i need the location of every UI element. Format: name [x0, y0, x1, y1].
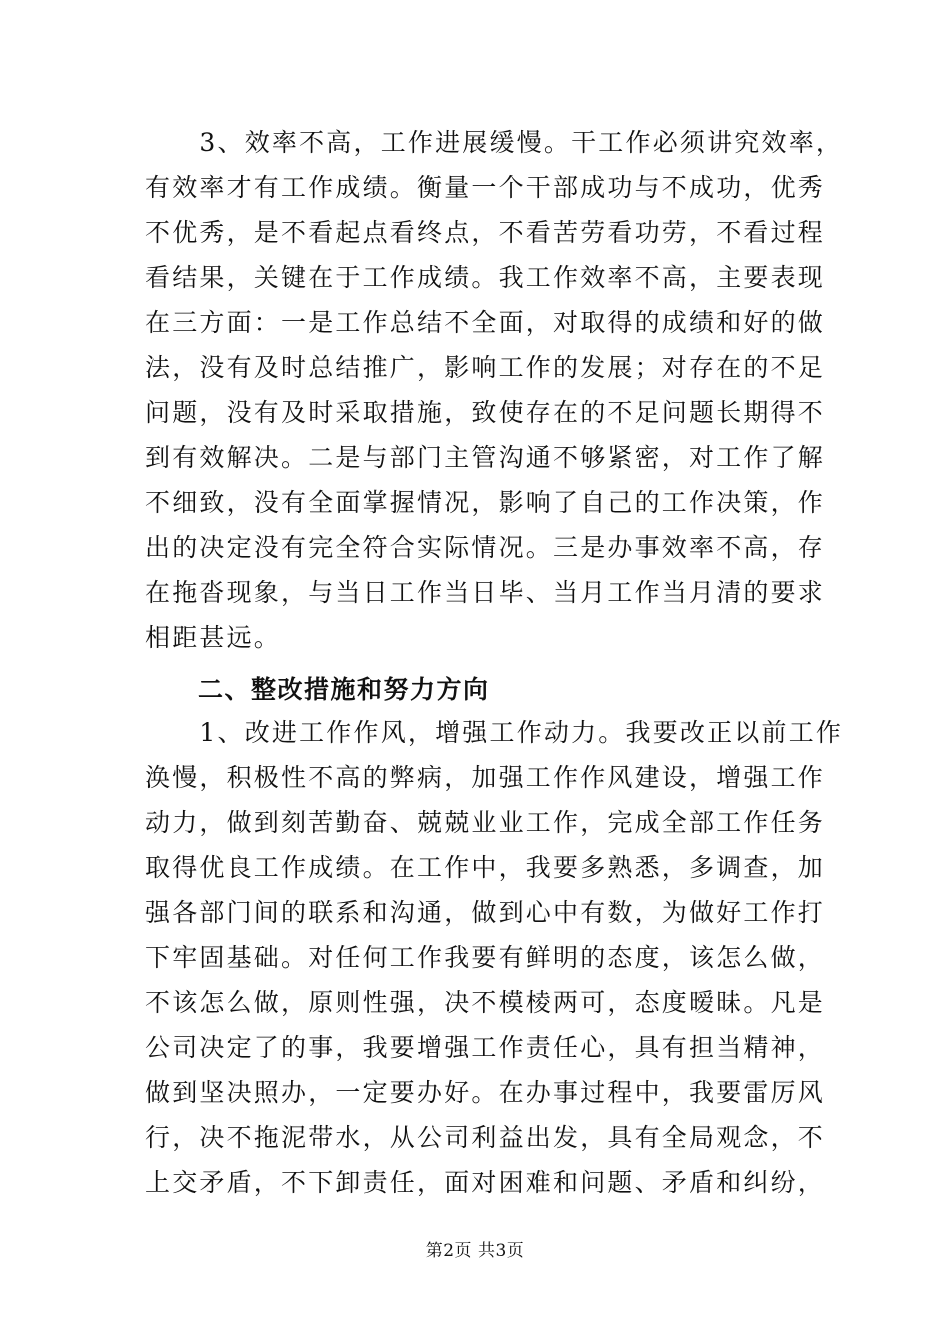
paragraph-line: 取得优良工作成绩。在工作中，我要多熟悉，多调查，加 — [145, 853, 826, 882]
paragraph-line: 强各部门间的联系和沟通，做到心中有数，为做好工作打 — [145, 898, 826, 927]
paragraph-line: 法，没有及时总结推广，影响工作的发展；对存在的不足 — [145, 353, 826, 382]
paragraph-line: 公司决定了的事，我要增强工作责任心，具有担当精神， — [145, 1033, 826, 1062]
paragraph-line: 到有效解决。二是与部门主管沟通不够紧密，对工作了解 — [145, 443, 826, 472]
paragraph-line: 在拖沓现象，与当日工作当日毕、当月工作当月清的要求 — [145, 578, 826, 607]
paragraph-line: 不优秀，是不看起点看终点，不看苦劳看功劳，不看过程 — [145, 218, 826, 247]
paragraph-line: 做到坚决照办，一定要办好。在办事过程中，我要雷厉风 — [145, 1078, 826, 1107]
paragraph-line: 行，决不拖泥带水，从公司利益出发，具有全局观念，不 — [145, 1123, 826, 1152]
paragraph-line: 看结果，关键在于工作成绩。我工作效率不高，主要表现 — [145, 263, 826, 292]
paragraph-line: 有效率才有工作成绩。衡量一个干部成功与不成功，优秀 — [145, 173, 826, 202]
paragraph-line: 不细致，没有全面掌握情况，影响了自己的工作决策，作 — [145, 488, 826, 517]
paragraph-line: 动力，做到刻苦勤奋、兢兢业业工作，完成全部工作任务 — [145, 808, 826, 837]
paragraph-line: 涣慢，积极性不高的弊病，加强工作作风建设，增强工作 — [145, 763, 826, 792]
paragraph-line: 下牢固基础。对任何工作我要有鲜明的态度，该怎么做， — [145, 943, 826, 972]
paragraph-line: 在三方面：一是工作总结不全面，对取得的成绩和好的做 — [145, 308, 826, 337]
paragraph-line: 相距甚远。 — [145, 623, 282, 652]
paragraph-line: 问题，没有及时采取措施，致使存在的不足问题长期得不 — [145, 398, 826, 427]
page-number-footer: 第2页 共3页 — [425, 1241, 525, 1261]
paragraph-line: 1、改进工作作风，增强工作动力。我要改正以前工作 — [145, 718, 844, 747]
paragraph-line: 出的决定没有完全符合实际情况。三是办事效率不高，存 — [145, 533, 826, 562]
paragraph-line: 3、效率不高，工作进展缓慢。干工作必须讲究效率， — [145, 128, 844, 157]
paragraph-line: 不该怎么做，原则性强，决不模棱两可，态度暧昧。凡是 — [145, 988, 826, 1017]
section-heading: 二、整改措施和努力方向 — [145, 675, 490, 704]
paragraph-line: 上交矛盾，不下卸责任，面对困难和问题、矛盾和纠纷， — [145, 1168, 826, 1197]
